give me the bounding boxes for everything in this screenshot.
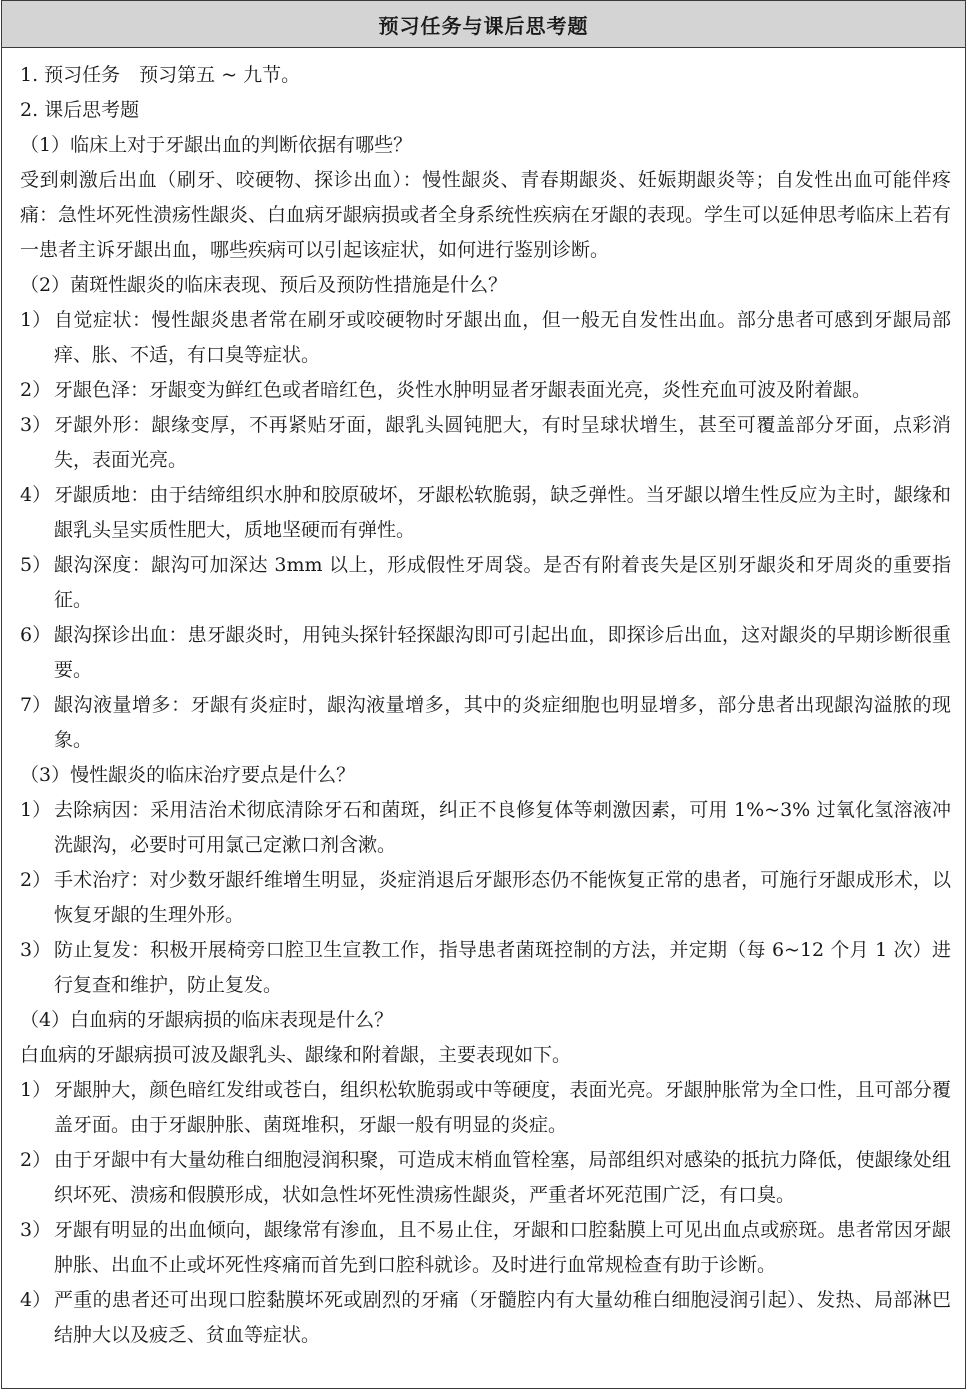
homework-heading: 2. 课后思考题 <box>20 99 140 121</box>
list-item-number: 5） <box>20 554 52 576</box>
panel-body <box>2 48 965 1353</box>
list-item <box>20 548 951 618</box>
list-item-text: 龈沟深度：龈沟可加深达 3mm 以上，形成假性牙周袋。是否有附着丧失是区别牙龈炎和牙周炎的重要指征。 <box>54 554 951 611</box>
list-item-text: 牙龈有明显的出血倾向，龈缘常有渗血，且不易止住，牙龈和口腔黏膜上可见出血点或瘀斑。患者常因牙龈肿胀、出血不止或坏死性疼痛而首先到口腔科就诊。及时进行血常规检查有助于诊断。 <box>54 1219 951 1276</box>
list-item-number: 1） <box>20 309 52 331</box>
list-item-text: 自觉症状：慢性龈炎患者常在刷牙或咬硬物时牙龈出血，但一般无自发性出血。部分患者可感到牙龈局部痒、胀、不适，有口臭等症状。 <box>54 309 951 366</box>
list-item-number: 4） <box>20 1289 52 1311</box>
list-item-text: 龈沟探诊出血：患牙龈炎时，用钝头探针轻探龈沟即可引起出血，即探诊后出血，这对龈炎的早期诊断很重要。 <box>54 624 951 681</box>
list-item-number: 6） <box>20 624 52 646</box>
list-item-text: 牙龈外形：龈缘变厚，不再紧贴牙面，龈乳头圆钝肥大，有时呈球状增生，甚至可覆盖部分牙面，点彩消失，表面光亮。 <box>54 414 951 471</box>
question-2-title: （2）菌斑性龈炎的临床表现、预后及预防性措施是什么？ <box>20 274 508 296</box>
list-item-number: 7） <box>20 694 52 716</box>
question-3-title: （3）慢性龈炎的临床治疗要点是什么？ <box>20 764 356 786</box>
list-item <box>20 933 951 1003</box>
list-item-text: 牙龈肿大，颜色暗红发绀或苍白，组织松软脆弱或中等硬度，表面光亮。牙龈肿胀常为全口性，且可部分覆盖牙面。由于牙龈肿胀、菌斑堆积，牙龈一般有明显的炎症。 <box>54 1079 951 1136</box>
list-item <box>20 618 951 688</box>
list-item-text: 由于牙龈中有大量幼稚白细胞浸润积聚，可造成末梢血管栓塞，局部组织对感染的抵抗力降低，使龈缘处组织坏死、溃疡和假膜形成，状如急性坏死性溃疡性龈炎，严重者坏死范围广泛，有口臭。 <box>54 1149 951 1206</box>
list-item-text: 牙龈质地：由于结缔组织水肿和胶原破坏，牙龈松软脆弱，缺乏弹性。当牙龈以增生性反应为主时，龈缘和龈乳头呈实质性肥大，质地坚硬而有弹性。 <box>54 484 951 541</box>
list-item-text: 龈沟液量增多：牙龈有炎症时，龈沟液量增多，其中的炎症细胞也明显增多，部分患者出现龈沟溢脓的现象。 <box>54 694 951 751</box>
list-item-number: 2） <box>20 1149 52 1171</box>
list-item-number: 3） <box>20 414 52 436</box>
list-item-number: 1） <box>20 799 52 821</box>
list-item <box>20 793 951 863</box>
panel-title: 预习任务与课后思考题 <box>378 13 589 38</box>
list-item <box>20 373 951 408</box>
list-item <box>20 863 951 933</box>
list-item <box>20 688 951 758</box>
list-item <box>20 408 951 478</box>
question-4-title: （4）白血病的牙龈病损的临床表现是什么？ <box>20 1009 394 1031</box>
list-item <box>20 1073 951 1143</box>
list-item-text: 手术治疗：对少数牙龈纤维增生明显，炎症消退后牙龈形态仍不能恢复正常的患者，可施行牙龈成形术，以恢复牙龈的生理外形。 <box>54 869 951 926</box>
list-item-number: 3） <box>20 939 52 961</box>
list-item <box>20 1143 951 1213</box>
list-item-number: 1） <box>20 1079 52 1101</box>
list-item <box>20 303 951 373</box>
preview-task-line: 1. 预习任务 预习第五 ~ 九节。 <box>20 64 301 86</box>
list-item-number: 2） <box>20 869 52 891</box>
content-panel <box>1 0 966 1389</box>
list-item-text: 牙龈色泽：牙龈变为鲜红色或者暗红色，炎性水肿明显者牙龈表面光亮，炎性充血可波及附着龈。 <box>54 379 872 401</box>
list-item-text: 严重的患者还可出现口腔黏膜坏死或剧烈的牙痛（牙髓腔内有大量幼稚白细胞浸润引起）、发热、局部淋巴结肿大以及疲乏、贫血等症状。 <box>54 1289 951 1346</box>
question-1-title: （1）临床上对于牙龈出血的判断依据有哪些？ <box>20 134 413 156</box>
list-item <box>20 1213 951 1283</box>
list-item-text: 去除病因：采用洁治术彻底清除牙石和菌斑，纠正不良修复体等刺激因素，可用 1%~3% 过氧化氢溶液冲洗龈沟，必要时可用氯己定漱口剂含漱。 <box>54 799 951 856</box>
list-item-number: 3） <box>20 1219 52 1241</box>
list-item-number: 2） <box>20 379 52 401</box>
panel-header <box>2 1 965 48</box>
question-4-intro: 白血病的牙龈病损可波及龈乳头、龈缘和附着龈，主要表现如下。 <box>20 1044 572 1066</box>
question-1-answer: 受到刺激后出血（刷牙、咬硬物、探诊出血）：慢性龈炎、青春期龈炎、妊娠期龈炎等；自发性出血可能伴疼痛：急性坏死性溃疡性龈炎、白血病牙龈病损或者全身系统性疾病在牙龈的表现。学生可以延伸思考临床上若有一患者主诉牙龈出血，哪些疾病可以引起该症状，如何进行鉴别诊断。 <box>20 169 952 261</box>
list-item-text: 防止复发：积极开展椅旁口腔卫生宣教工作，指导患者菌斑控制的方法，并定期（每 6~12 个月 1 次）进行复查和维护，防止复发。 <box>54 939 951 996</box>
list-item <box>20 1283 951 1353</box>
list-item <box>20 478 951 548</box>
list-item-number: 4） <box>20 484 52 506</box>
